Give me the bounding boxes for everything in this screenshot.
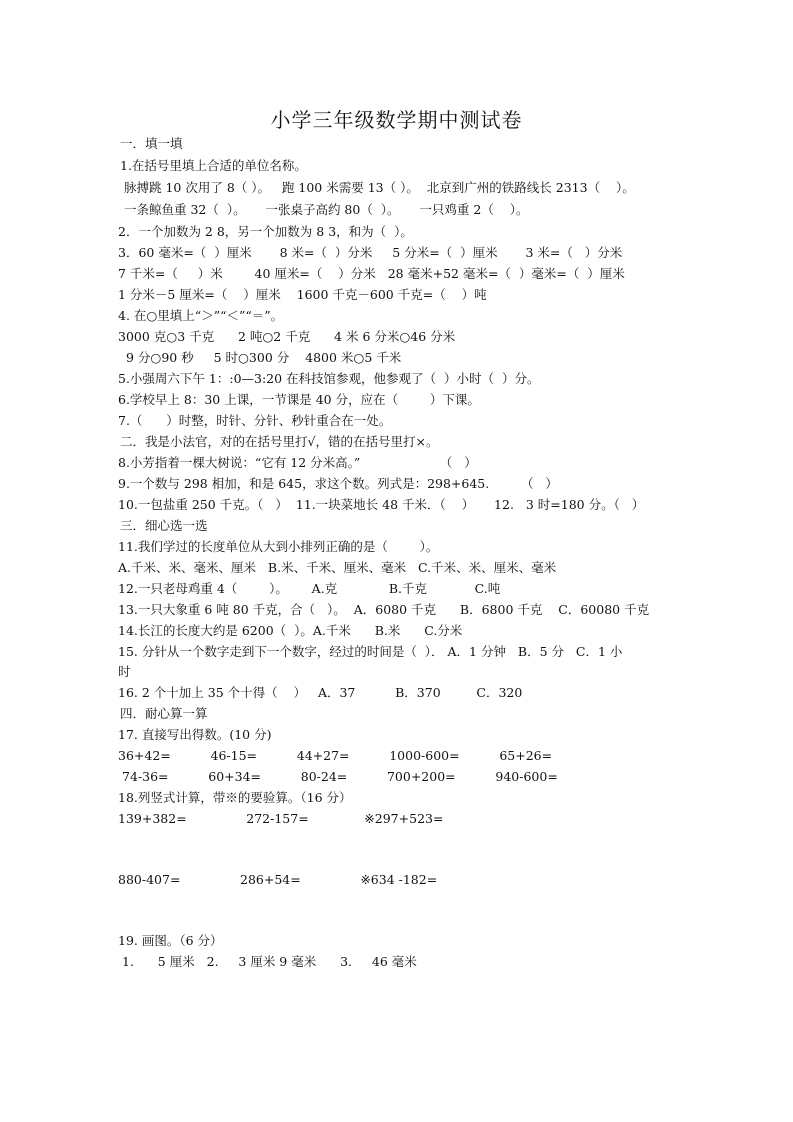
question-line: 7 千米=（ ）米 40 厘米=（ ）分米 28 毫米+52 毫米=（ ）毫米=（ ）厘米 [118, 266, 625, 281]
question-line: 14.长江的长度大约是 6200（ ）。A.千米 B.米 C.分米 [118, 623, 463, 638]
question-line: 18.列竖式计算，带※的要验算。（16 分） [118, 790, 352, 805]
question-line: 11.我们学过的长度单位从大到小排列正确的是（ ）。 [118, 539, 439, 554]
section-heading-1: 一．填一填 [120, 136, 183, 151]
question-line: 3000 克○3 千克 2 吨○2 千克 4 米 6 分米○46 分米 [118, 329, 456, 344]
question-line: 脉搏跳 10 次用了 8（ ）。 跑 100 米需要 13（ ）。 北京到广州的铁路线长 2313（ ）。 [124, 180, 635, 195]
page-title: 小学三年级数学期中测试卷 [270, 108, 523, 132]
question-line: 19. 画图。（6 分） [118, 933, 223, 948]
question-line: 17. 直接写出得数。(10 分) [118, 727, 272, 742]
question-line: 12.一只老母鸡重 4（ ）。 A.克 B.千克 C.吨 [118, 581, 501, 596]
calc-line: 139+382= 272-157= ※297+523= [118, 811, 444, 826]
question-line: 10.一包盐重 250 千克。（ ） 11.一块菜地长 48 千米．（ ） 12. 3 时=180 分。（ ） [118, 497, 645, 512]
calc-line: 36+42= 46-15= 44+27= 1000-600= 65+26= [118, 748, 553, 763]
question-line: 1.在括号里填上合适的单位名称。 [120, 158, 307, 173]
section-heading-3: 三．细心选一选 [120, 518, 208, 533]
section-heading-2: 二．我是小法官，对的在括号里打√，错的在括号里打×。 [120, 434, 439, 449]
question-line: 16. 2 个十加上 35 个十得（ ） A．37 B．370 C．320 [118, 685, 523, 700]
section-heading-4: 四．耐心算一算 [120, 706, 208, 721]
question-line: 7.（ ）时整，时针、分针、秒针重合在一处。 [118, 413, 392, 428]
calc-line: 880-407= 286+54= ※634 -182= [118, 872, 438, 887]
question-line: 9.一个数与 298 相加，和是 645，求这个数。列式是：298+645. （ ） [118, 476, 558, 491]
question-line: 2．一个加数为 2 8，另一个加数为 8 3，和为（ ）。 [118, 224, 413, 239]
question-line: 6.学校早上 8：30 上课，一节课是 40 分，应在（ ）下课。 [118, 392, 480, 407]
question-line: 1. 5 厘米 2. 3 厘米 9 毫米 3. 46 毫米 [122, 954, 417, 969]
calc-line: 74-36= 60+34= 80-24= 700+200= 940-600= [122, 769, 558, 784]
question-line: 3．60 毫米=（ ）厘米 8 米=（ ）分米 5 分米=（ ）厘米 3 米=（ ）分米 [118, 245, 623, 260]
question-line: 8.小芳指着一棵大树说：“它有 12 分米高。” （ ） [118, 455, 477, 470]
question-line: A.千米、米、毫米、厘米 B.米、千米、厘米、毫米 C.千米、米、厘米、毫米 [118, 560, 557, 575]
question-line: 15. 分针从一个数字走到下一个数字，经过的时间是（ ）． A．1 分钟 B．5 分 C．1 小 [118, 644, 623, 659]
question-line: 1 分米－5 厘米=（ ）厘米 1600 千克－600 千克=（ ）吨 [118, 287, 487, 302]
question-line: 9 分○90 秒 5 时○300 分 4800 米○5 千米 [126, 350, 402, 365]
question-line: 时 [118, 664, 131, 679]
question-line: 5.小强周六下午 1：:0—3:20 在科技馆参观，他参观了（ ）小时（ ）分。 [118, 371, 540, 386]
question-line: 4. 在○里填上“＞”“＜”“＝”。 [118, 308, 284, 323]
question-line: 13.一只大象重 6 吨 80 千克，合（ ）。 A．6080 千克 B．6800 千克 C．60080 千克 [118, 602, 650, 617]
question-line: 一条鲸鱼重 32（ ）。 一张桌子高约 80（ ）。 一只鸡重 2（ ）。 [124, 202, 529, 217]
